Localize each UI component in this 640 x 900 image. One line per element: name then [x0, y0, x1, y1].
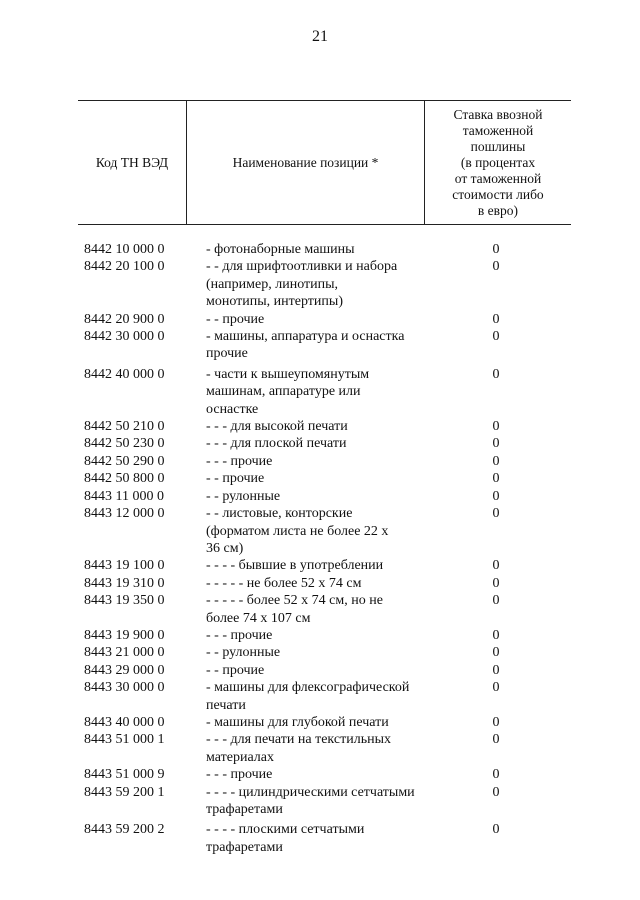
- row-code: 8443 11 000 0: [84, 488, 164, 504]
- table-row: [0, 488, 640, 505]
- table-row: [0, 821, 640, 856]
- table-row: [0, 311, 640, 328]
- row-code: 8443 30 000 0: [84, 680, 165, 696]
- row-rate: 0: [492, 575, 500, 591]
- row-name: - - для шрифтоотливки и набора (например, линотипы, монотипы, интертипы): [206, 259, 398, 310]
- row-name: - - прочие: [206, 662, 265, 678]
- row-name: - - листовые, конторские (форматом листа не более 22 х 36 см): [206, 506, 389, 556]
- table-row: [0, 731, 640, 766]
- table-row: [0, 679, 640, 714]
- table-row: [0, 435, 640, 452]
- table-row: [0, 592, 640, 627]
- row-name: - машины для флексографической печати: [206, 680, 410, 713]
- row-rate: 0: [492, 732, 500, 748]
- table-row: [0, 258, 640, 310]
- row-rate: 0: [492, 714, 500, 730]
- row-code: 8443 12 000 0: [84, 506, 165, 522]
- table-row: [0, 505, 640, 557]
- table-row: [0, 557, 640, 574]
- row-rate: 0: [492, 593, 500, 609]
- row-rate: 0: [492, 680, 500, 696]
- row-name: - - - для печати на текстильных материалах: [206, 732, 391, 765]
- row-code: 8443 40 000 0: [84, 714, 165, 730]
- row-rate: 0: [492, 471, 500, 487]
- row-rate: 0: [492, 767, 500, 783]
- table-row: [0, 453, 640, 470]
- row-name: - - - для высокой печати: [206, 419, 348, 435]
- row-rate: 0: [492, 822, 500, 838]
- row-code: 8443 19 350 0: [84, 593, 165, 609]
- table-body: [0, 241, 640, 856]
- row-rate: 0: [492, 558, 500, 574]
- row-name: - - - прочие: [206, 627, 273, 643]
- row-name: - - рулонные: [206, 488, 281, 504]
- row-rate: 0: [492, 366, 500, 382]
- row-code: 8443 59 200 1: [84, 784, 165, 800]
- row-name: - - - - плоскими сетчатыми трафаретами: [206, 822, 365, 855]
- row-code: 8443 59 200 2: [84, 822, 165, 838]
- row-code: 8442 40 000 0: [84, 366, 165, 382]
- table-row: [0, 328, 640, 363]
- row-code: 8443 29 000 0: [84, 662, 165, 678]
- row-rate: 0: [492, 506, 500, 522]
- row-name: - - - прочие: [206, 453, 273, 469]
- page-number: 21: [312, 28, 328, 45]
- row-code: 8443 19 900 0: [84, 627, 165, 643]
- row-code: 8442 30 000 0: [84, 329, 165, 345]
- row-name: - машины для глубокой печати: [206, 714, 389, 730]
- row-name: - - - - - не более 52 х 74 см: [206, 575, 362, 591]
- row-code: 8443 19 310 0: [84, 575, 165, 591]
- row-code: 8442 20 100 0: [84, 259, 165, 275]
- header-code: Код ТН ВЭД: [95, 154, 169, 170]
- row-name: - - - для плоской печати: [206, 436, 347, 452]
- table-row: [0, 241, 640, 258]
- row-name: - фотонаборные машины: [206, 242, 355, 257]
- row-code: 8442 20 900 0: [84, 311, 165, 327]
- table-row: [0, 644, 640, 661]
- table-row: [0, 470, 640, 487]
- row-name: - - - - цилиндрическими сетчатыми трафаретами: [206, 784, 415, 817]
- row-rate: 0: [492, 662, 500, 678]
- row-name: - машины, аппаратура и оснастка прочие: [206, 329, 405, 362]
- table-row: [0, 784, 640, 819]
- table-row: [0, 662, 640, 679]
- row-code: 8443 51 000 1: [84, 732, 165, 748]
- row-name: - - прочие: [206, 471, 265, 487]
- row-code: 8442 50 800 0: [84, 471, 165, 487]
- row-rate: 0: [492, 784, 500, 800]
- row-rate: 0: [492, 259, 500, 275]
- row-code: 8442 50 230 0: [84, 436, 165, 452]
- row-rate: 0: [492, 329, 500, 345]
- row-name: - - прочие: [206, 311, 265, 327]
- table-row: [0, 766, 640, 783]
- table-row: [0, 714, 640, 731]
- table-header: [78, 100, 571, 225]
- table-row: [0, 627, 640, 644]
- row-name: - - - - - более 52 х 74 см, но не более 74 х 107 см: [206, 593, 383, 626]
- row-code: 8442 50 210 0: [84, 419, 165, 435]
- table-row: [0, 418, 640, 435]
- table-row: [0, 575, 640, 592]
- row-rate: 0: [492, 436, 500, 452]
- row-code: 8442 50 290 0: [84, 453, 165, 469]
- row-name: - части к вышеупомянутым машинам, аппаратуре или оснастке: [206, 366, 370, 417]
- row-rate: 0: [492, 453, 500, 469]
- row-code: 8443 19 100 0: [84, 558, 165, 574]
- row-name: - - - прочие: [206, 767, 273, 783]
- row-rate: 0: [492, 419, 500, 435]
- row-name: - - рулонные: [206, 645, 281, 661]
- table-row: [0, 366, 640, 418]
- row-rate: 0: [492, 627, 500, 643]
- row-code: 8443 21 000 0: [84, 645, 165, 661]
- row-code: 8443 51 000 9: [84, 767, 165, 783]
- header-name: Наименование позиции *: [232, 154, 379, 170]
- row-rate: 0: [492, 242, 500, 257]
- row-rate: 0: [492, 311, 500, 327]
- row-rate: 0: [492, 488, 500, 504]
- row-rate: 0: [492, 645, 500, 661]
- row-name: - - - - бывшие в употреблении: [206, 558, 384, 574]
- row-code: 8442 10 000 0: [84, 242, 165, 257]
- header-rate: Ставка ввозной таможенной пошлины (в процентах от таможенной стоимости либо в евро): [452, 106, 544, 218]
